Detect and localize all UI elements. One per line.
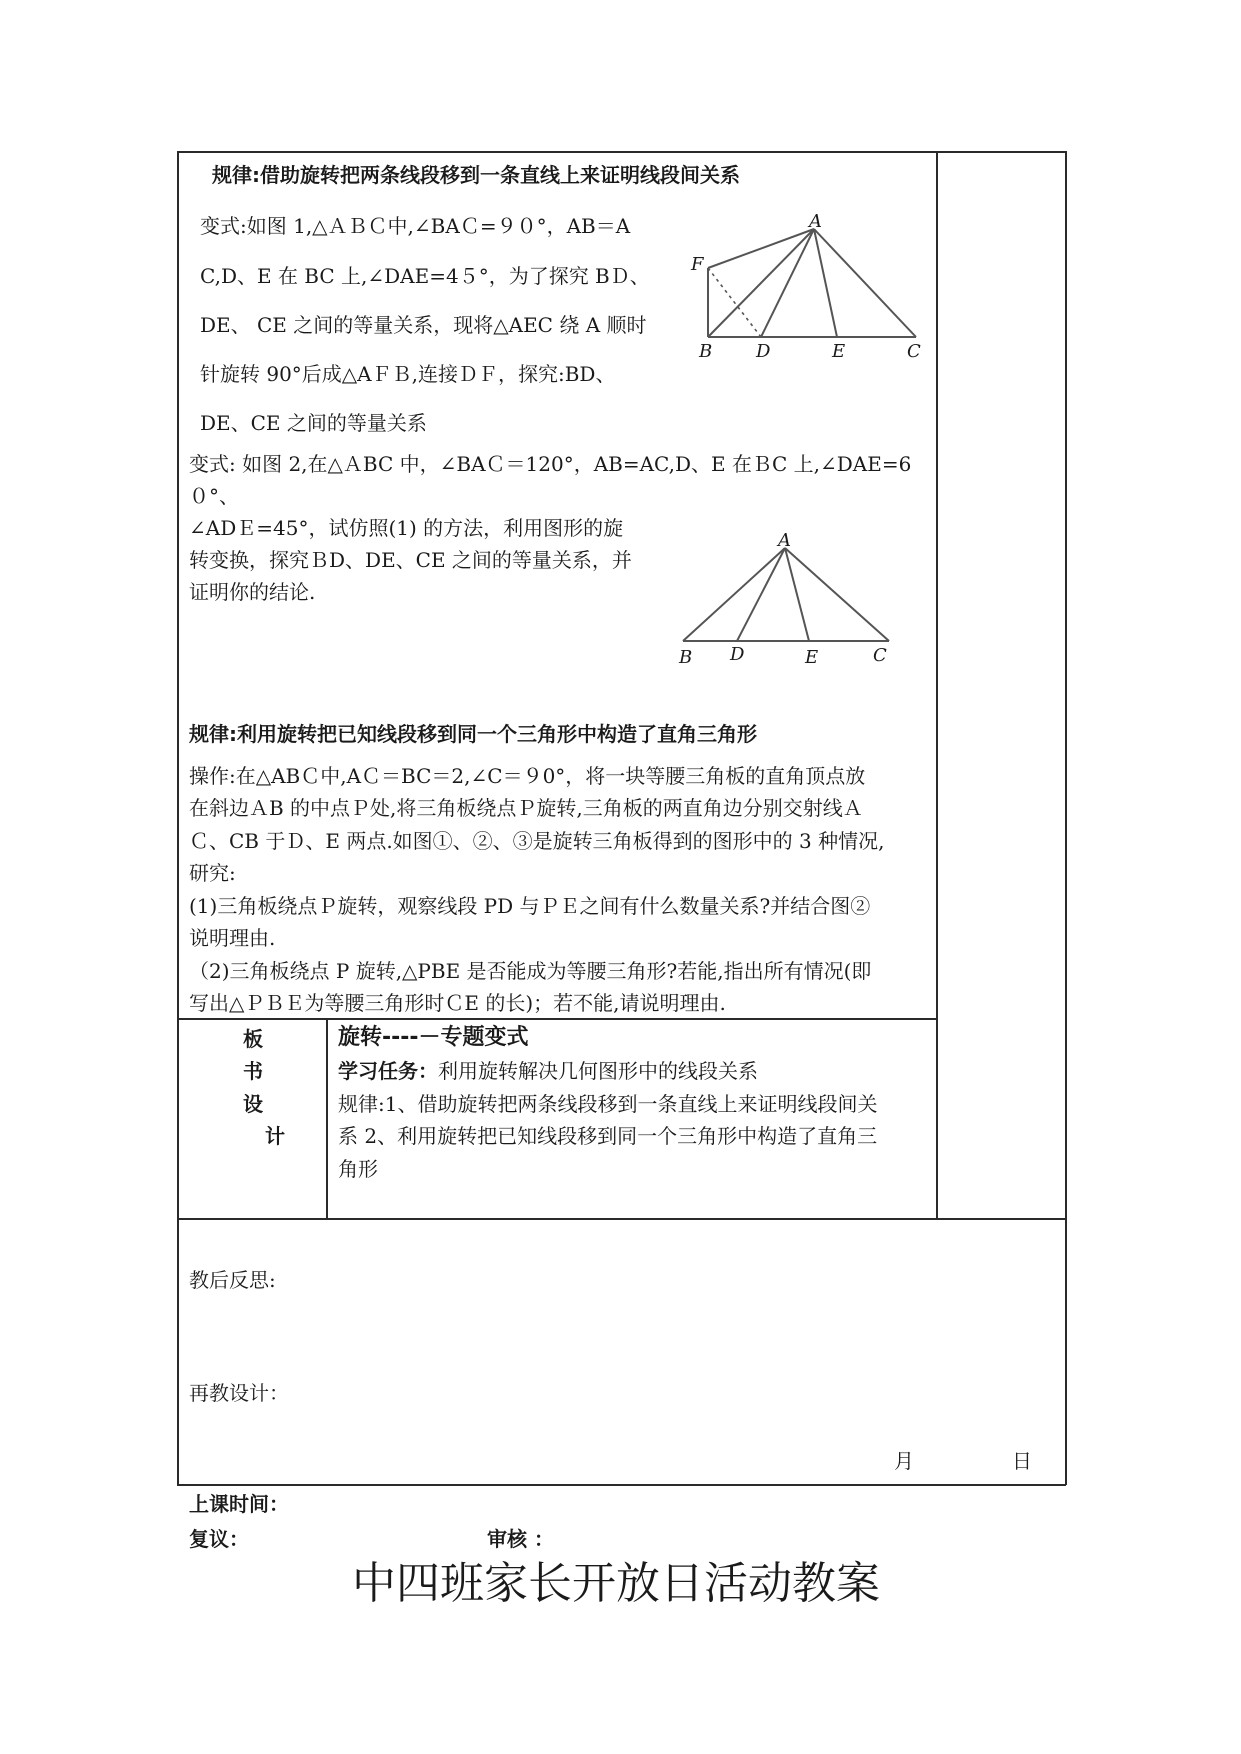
variant2-line: ∠ADＥ=45°，试仿照(1) 的方法，利用图形的旋 [189,516,624,540]
section2-line: 写出△ＰＢＥ为等腰三角形时ＣE 的长)；若不能,请说明理由. [189,991,726,1015]
rule-heading-2: 规律:利用旋转把已知线段移到同一个三角形中构造了直角三角形 [189,722,757,746]
figure-2 [670,525,930,670]
section2-line: Ｃ、CB 于Ｄ、E 两点.如图①、②、③是旋转三角板得到的图形中的 3 种情况, [189,829,885,853]
board-title: 旋转----－专题变式 [338,1025,529,1050]
fig2-segment-ae [785,548,809,641]
fig1-label-f: F [691,254,704,275]
fig2-label-c: C [873,645,887,666]
section2-line: (1)三角板绕点Ｐ旋转，观察线段 PD 与ＰＥ之间有什么数量关系?并结合图② [189,894,871,918]
variant2-line: 证明你的结论. [189,580,316,604]
variant2-line: 转变换，探究ＢD、DE、CE 之间的等量关系，并 [189,548,632,572]
board-task-label: 学习任务： [338,1059,438,1083]
fig2-label-a: A [778,530,791,551]
section2-line: 说明理由. [189,926,276,950]
variant1-line: 变式:如图 1,△ＡＢＣ中,∠BAＣ=９０°，AB＝A [200,214,631,238]
board-label-char: 书 [243,1059,263,1083]
section2-line: （2)三角板绕点 P 旋转,△PBE 是否能成为等腰三角形?若能,指出所有情况(即 [189,959,872,983]
variant1-line: DE、CE 之间的等量关系 [200,411,427,435]
review-label: 复议： [189,1527,249,1551]
reflection-row-top-border [177,1218,1066,1220]
board-task-text: 利用旋转解决几何图形中的线段关系 [438,1059,758,1083]
fig2-label-d: D [730,644,745,665]
fig1-segment-ae [814,229,837,337]
board-label-char: 计 [265,1124,285,1148]
board-rules-line: 系 2、利用旋转把已知线段移到同一个三角形中构造了直角三 [338,1124,878,1148]
fig1-label-d: D [756,341,771,362]
day-label: 日 [1012,1449,1032,1473]
fig1-label-b: B [699,341,713,362]
redesign-label: 再教设计： [189,1381,289,1405]
variant2-line: ０°、 [189,484,239,508]
fig2-label-e: E [805,647,819,668]
fig1-label-c: C [907,341,921,362]
section2-line: 研究: [189,861,236,885]
table-inner-vertical [936,151,938,1219]
board-rules-line: 角形 [338,1157,378,1181]
rule-heading-1: 规律:借助旋转把两条线段移到一条直线上来证明线段间关系 [212,163,740,187]
section2-line: 操作:在△ABＣ中,AＣ＝BC＝2,∠C＝９0°，将一块等腰三角板的直角顶点放 [189,764,866,788]
fig1-segment-ac [814,229,916,337]
fig1-label-a: A [809,211,822,232]
after-teaching-reflection-label: 教后反思: [189,1268,276,1292]
variant2-line: 变式: 如图 2,在△ＡBC 中，∠BAＣ＝120°，AB=AC,D、E 在ＢC 上,∠DAE=6 [189,452,912,476]
board-label-char: 板 [243,1027,263,1051]
class-time-label: 上课时间： [189,1492,289,1516]
fig1-segment-df [708,268,761,337]
audit-label: 审核 ： [487,1527,554,1551]
variant1-line: DE、 CE 之间的等量关系，现将△AEC 绕 A 顺时 [200,313,647,337]
fig1-segment-ab [708,229,814,337]
variant1-line: C,D、E 在 BC 上,∠DAE=4５°，为了探究 BＤ、 [200,264,650,288]
table-border-bottom [177,1484,1066,1486]
board-rules-line: 规律:1、借助旋转把两条线段移到一条直线上来证明线段间关 [338,1092,878,1116]
month-label: 月 [894,1449,914,1473]
figure-1 [680,210,930,365]
fig2-segment-ab [683,548,785,641]
fig2-segment-ad [737,548,785,641]
page-title: 中四班家长开放日活动教案 [352,1558,880,1609]
table-border-right [1065,151,1067,1485]
fig1-label-e: E [832,341,846,362]
board-label-char: 设 [243,1092,263,1116]
variant1-line: 针旋转 90°后成△AＦＢ,连接ＤＦ，探究:BD、 [200,362,616,386]
table-border-top [177,151,1066,153]
section2-line: 在斜边ＡB 的中点Ｐ处,将三角板绕点Ｐ旋转,三角板的两直角边分别交射线Ａ [189,796,863,820]
table-border-left [177,151,179,1485]
board-task [338,1059,758,1083]
fig2-label-b: B [679,647,693,668]
fig2-segment-ac [785,548,889,641]
board-label-divider [326,1018,328,1219]
board-row-top-border [177,1018,937,1020]
